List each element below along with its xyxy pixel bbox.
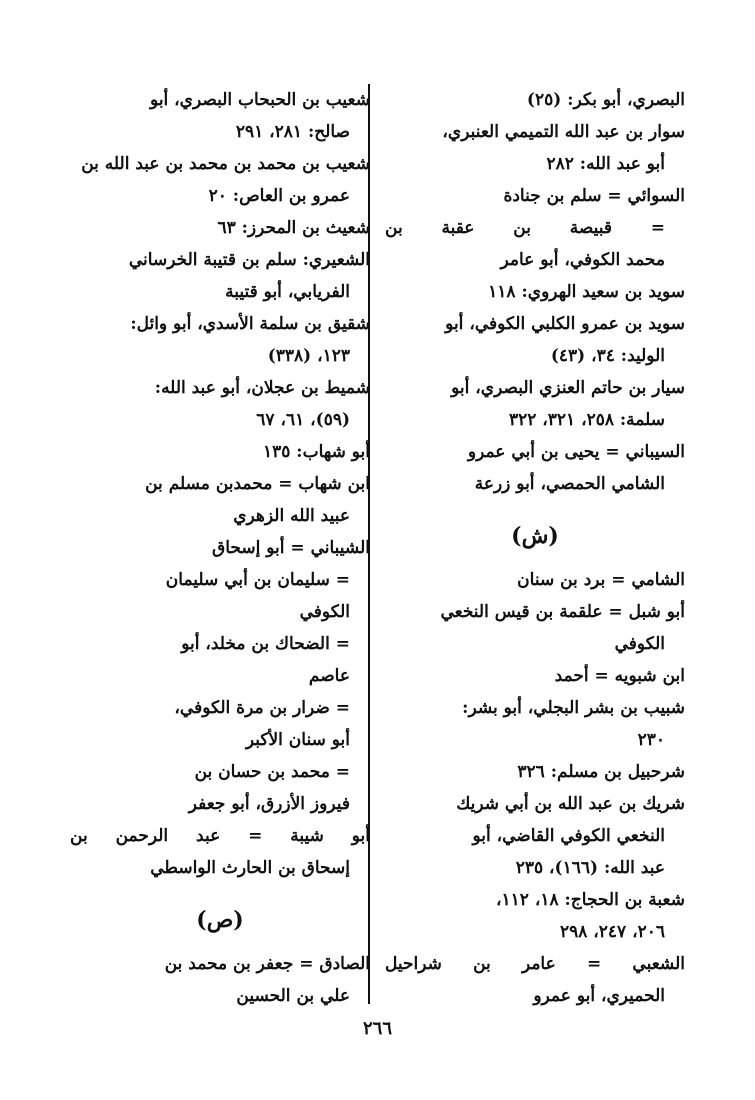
index-entry: الشيباني = أبو إسحاق (212, 538, 370, 558)
index-entry: الشعبي = عامر بن شراحيل (385, 954, 685, 974)
index-entry: أبو شيبة = عبد الرحمن بن (70, 826, 370, 846)
index-entry: = محمد بن حسان بن (194, 762, 350, 782)
index-entry: الكوفي (299, 602, 350, 622)
index-entry: إسحاق بن الحارث الواسطي (150, 858, 350, 878)
index-entry: شرحبيل بن مسلم: ٣٢٦ (517, 762, 685, 782)
index-entry: شعبة بن الحجاج: ١٨، ١١٢، (496, 890, 685, 910)
index-entry: الشامي = برد بن سنان (517, 570, 685, 590)
index-entry: السوائي = سلم بن جنادة (503, 186, 685, 206)
index-entry: الفريابي، أبو قتيبة (225, 282, 350, 302)
index-entry: السيباني = يحيى بن أبي عمرو (467, 442, 685, 462)
index-entry: شقيق بن سلمة الأسدي، أبو وائل: (130, 314, 370, 334)
index-entry: ٢٣٠ (637, 730, 665, 750)
index-entry: ابن شهاب = محمدبن مسلم بن (145, 474, 370, 494)
index-entry: علي بن الحسين (236, 986, 350, 1006)
index-entry: شبيب بن بشر البجلي، أبو بشر: (462, 698, 685, 718)
index-entry: أبو شبل = علقمة بن قيس النخعي (440, 602, 685, 622)
index-entry: شعيب بن محمد بن محمد بن عبد الله بن (81, 154, 370, 174)
section-letter-shin: (ش) (511, 523, 559, 549)
index-entry: عبيد الله الزهري (233, 506, 350, 526)
index-entry: = قبيصة بن عقبة بن (385, 218, 665, 238)
index-entry: الصادق = جعفر بن محمد بن (164, 954, 370, 974)
index-entry: أبو شهاب: ١٣٥ (262, 442, 370, 462)
index-entry: = سليمان بن أبي سليمان (165, 570, 350, 590)
index-entry: سويد بن عمرو الكلبي الكوفي، أبو (445, 314, 685, 334)
index-entry: عمرو بن العاص: ٢٠ (208, 186, 350, 206)
index-entry: شعيب بن الحبحاب البصري، أبو (150, 90, 370, 110)
index-entry: صالح: ٢٨١، ٢٩١ (235, 122, 350, 142)
index-entry: محمد الكوفي، أبو عامر (500, 250, 665, 270)
index-entry: شعيث بن المحرز: ٦٣ (217, 218, 370, 238)
index-entry: شميط بن عجلان، أبو عبد الله: (154, 378, 370, 398)
index-entry: سلمة: ٢٥٨، ٣٢١، ٣٢٢ (508, 410, 665, 430)
index-entry: البصري، أبو بكر: (٢٥) (526, 90, 685, 110)
index-entry: الحميري، أبو عمرو (533, 986, 665, 1006)
index-entry: الشعيري: سلم بن قتيبة الخرساني (128, 250, 370, 270)
section-letter-sad: (ص) (196, 907, 244, 933)
index-entry: النخعي الكوفي القاضي، أبو (472, 826, 665, 846)
index-entry: أبو عبد الله: ٢٨٢ (546, 154, 665, 174)
index-entry: ٢٠٦، ٢٤٧، ٢٩٨ (559, 922, 665, 942)
index-entry: ١٢٣، (٣٣٨) (267, 346, 350, 366)
index-entry: سوار بن عبد الله التميمي العنبري، (442, 122, 685, 142)
index-entry: عاصم (308, 666, 350, 686)
index-entry: الوليد: ٣٤، (٤٣) (550, 346, 665, 366)
index-entry: شريك بن عبد الله بن أبي شريك (456, 794, 685, 814)
index-entry: فيروز الأزرق، أبو جعفر (188, 794, 350, 814)
index-entry: (٥٩)، ٦١، ٦٧ (256, 410, 350, 430)
index-entry: سويد بن سعيد الهروي: ١١٨ (488, 282, 685, 302)
index-entry: = ضرار بن مرة الكوفي، (174, 698, 350, 718)
index-entry: = الضحاك بن مخلد، أبو (181, 634, 350, 654)
index-entry: الشامي الحمصي، أبو زرعة (474, 474, 665, 494)
index-entry: ابن شبويه = أحمد (554, 666, 685, 686)
index-entry: سيار بن حاتم العنزي البصري، أبو (451, 378, 685, 398)
index-entry: عبد الله: (١٦٦)، ٢٣٥ (515, 858, 665, 878)
page-number: ٢٦٦ (362, 1018, 392, 1039)
index-entry: الكوفي (614, 634, 665, 654)
index-entry: أبو سنان الأكبر (245, 730, 350, 750)
